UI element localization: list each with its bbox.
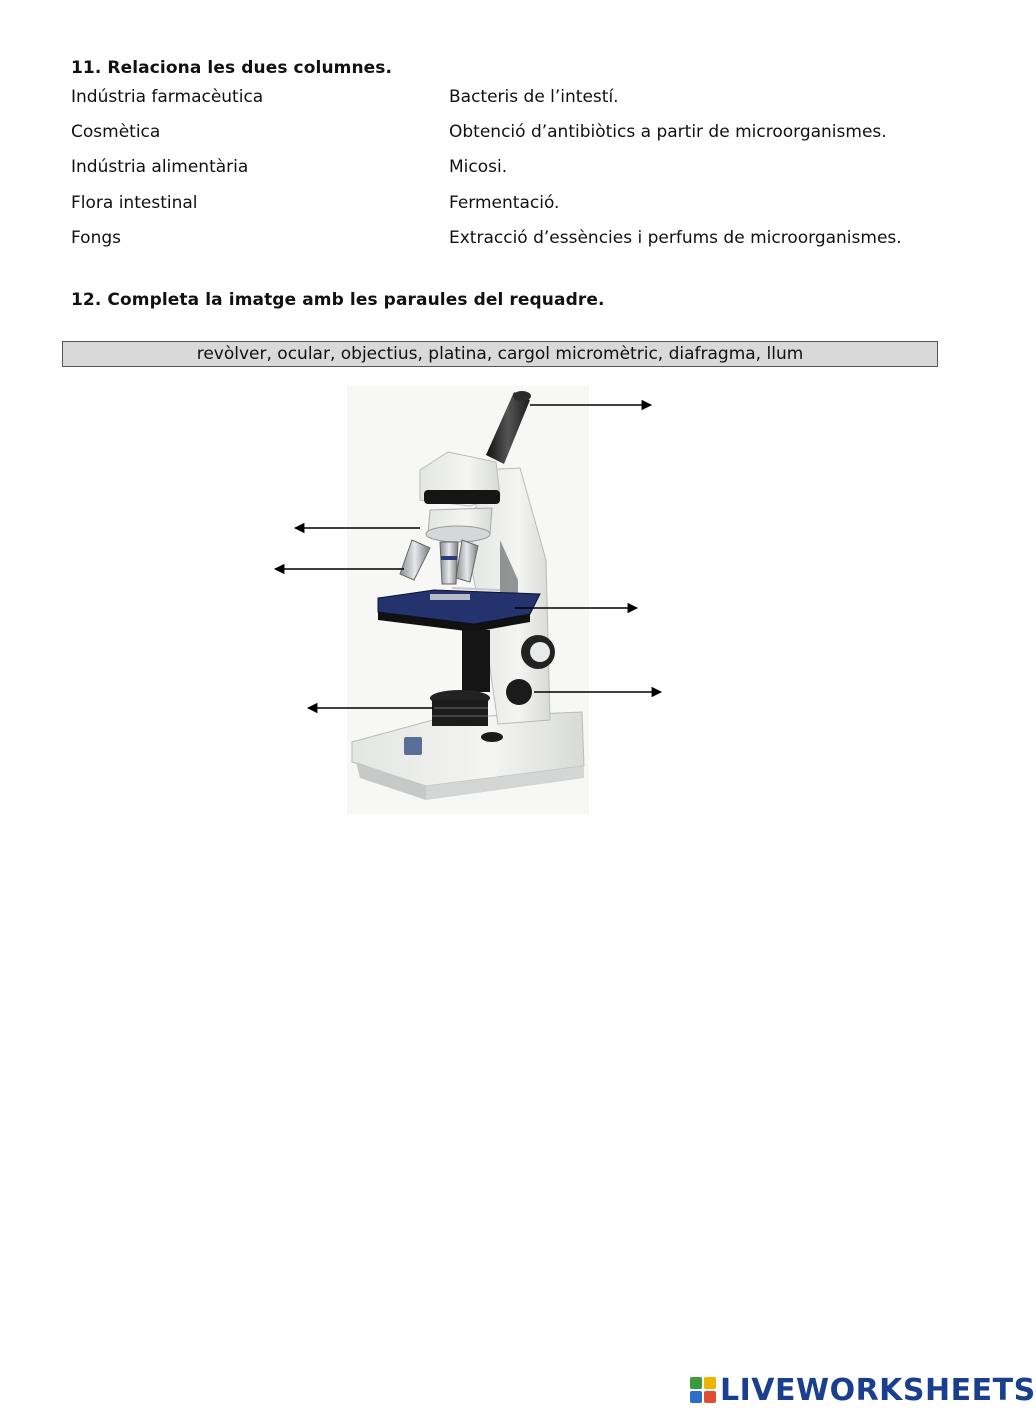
right-item: Fermentació.: [449, 193, 560, 213]
left-item: Flora intestinal: [71, 193, 198, 213]
brand-logo-icon: [404, 737, 422, 755]
question-11-title: 11. Relaciona les dues columnes.: [71, 58, 393, 78]
head-ring: [424, 490, 500, 504]
left-item: Fongs: [71, 228, 121, 248]
right-item: Extracció d’essències i perfums de microorganismes.: [449, 228, 902, 248]
liveworksheets-logo-icon: [690, 1377, 716, 1403]
liveworksheets-brand[interactable]: [690, 1370, 1036, 1410]
word-box-text: revòlver, ocular, objectius, platina, cargol micromètric, diafragma, llum: [196, 344, 804, 364]
right-item: Micosi.: [449, 157, 508, 177]
knob-center: [530, 642, 550, 662]
slide: [430, 594, 470, 600]
condenser-column: [462, 630, 490, 692]
right-item: Obtenció d’antibiòtics a partir de microorganismes.: [449, 122, 887, 142]
question-12-title: 12. Completa la imatge amb les paraules del requadre.: [71, 290, 605, 310]
micrometric-knob-icon: [506, 679, 532, 705]
left-item: Cosmètica: [71, 122, 161, 142]
light-housing: [432, 700, 488, 726]
eyepiece-top: [513, 391, 531, 401]
objective-band: [441, 556, 457, 560]
objective-lens: [440, 542, 458, 584]
left-item: Indústria alimentària: [71, 157, 249, 177]
right-item: Bacteris de l’intestí.: [449, 87, 619, 107]
left-item: Indústria farmacèutica: [71, 87, 264, 107]
light-switch-icon: [481, 732, 503, 742]
brand-name: LIVEWORKSHEETS: [720, 1372, 1036, 1408]
revolver-disc: [426, 526, 490, 542]
